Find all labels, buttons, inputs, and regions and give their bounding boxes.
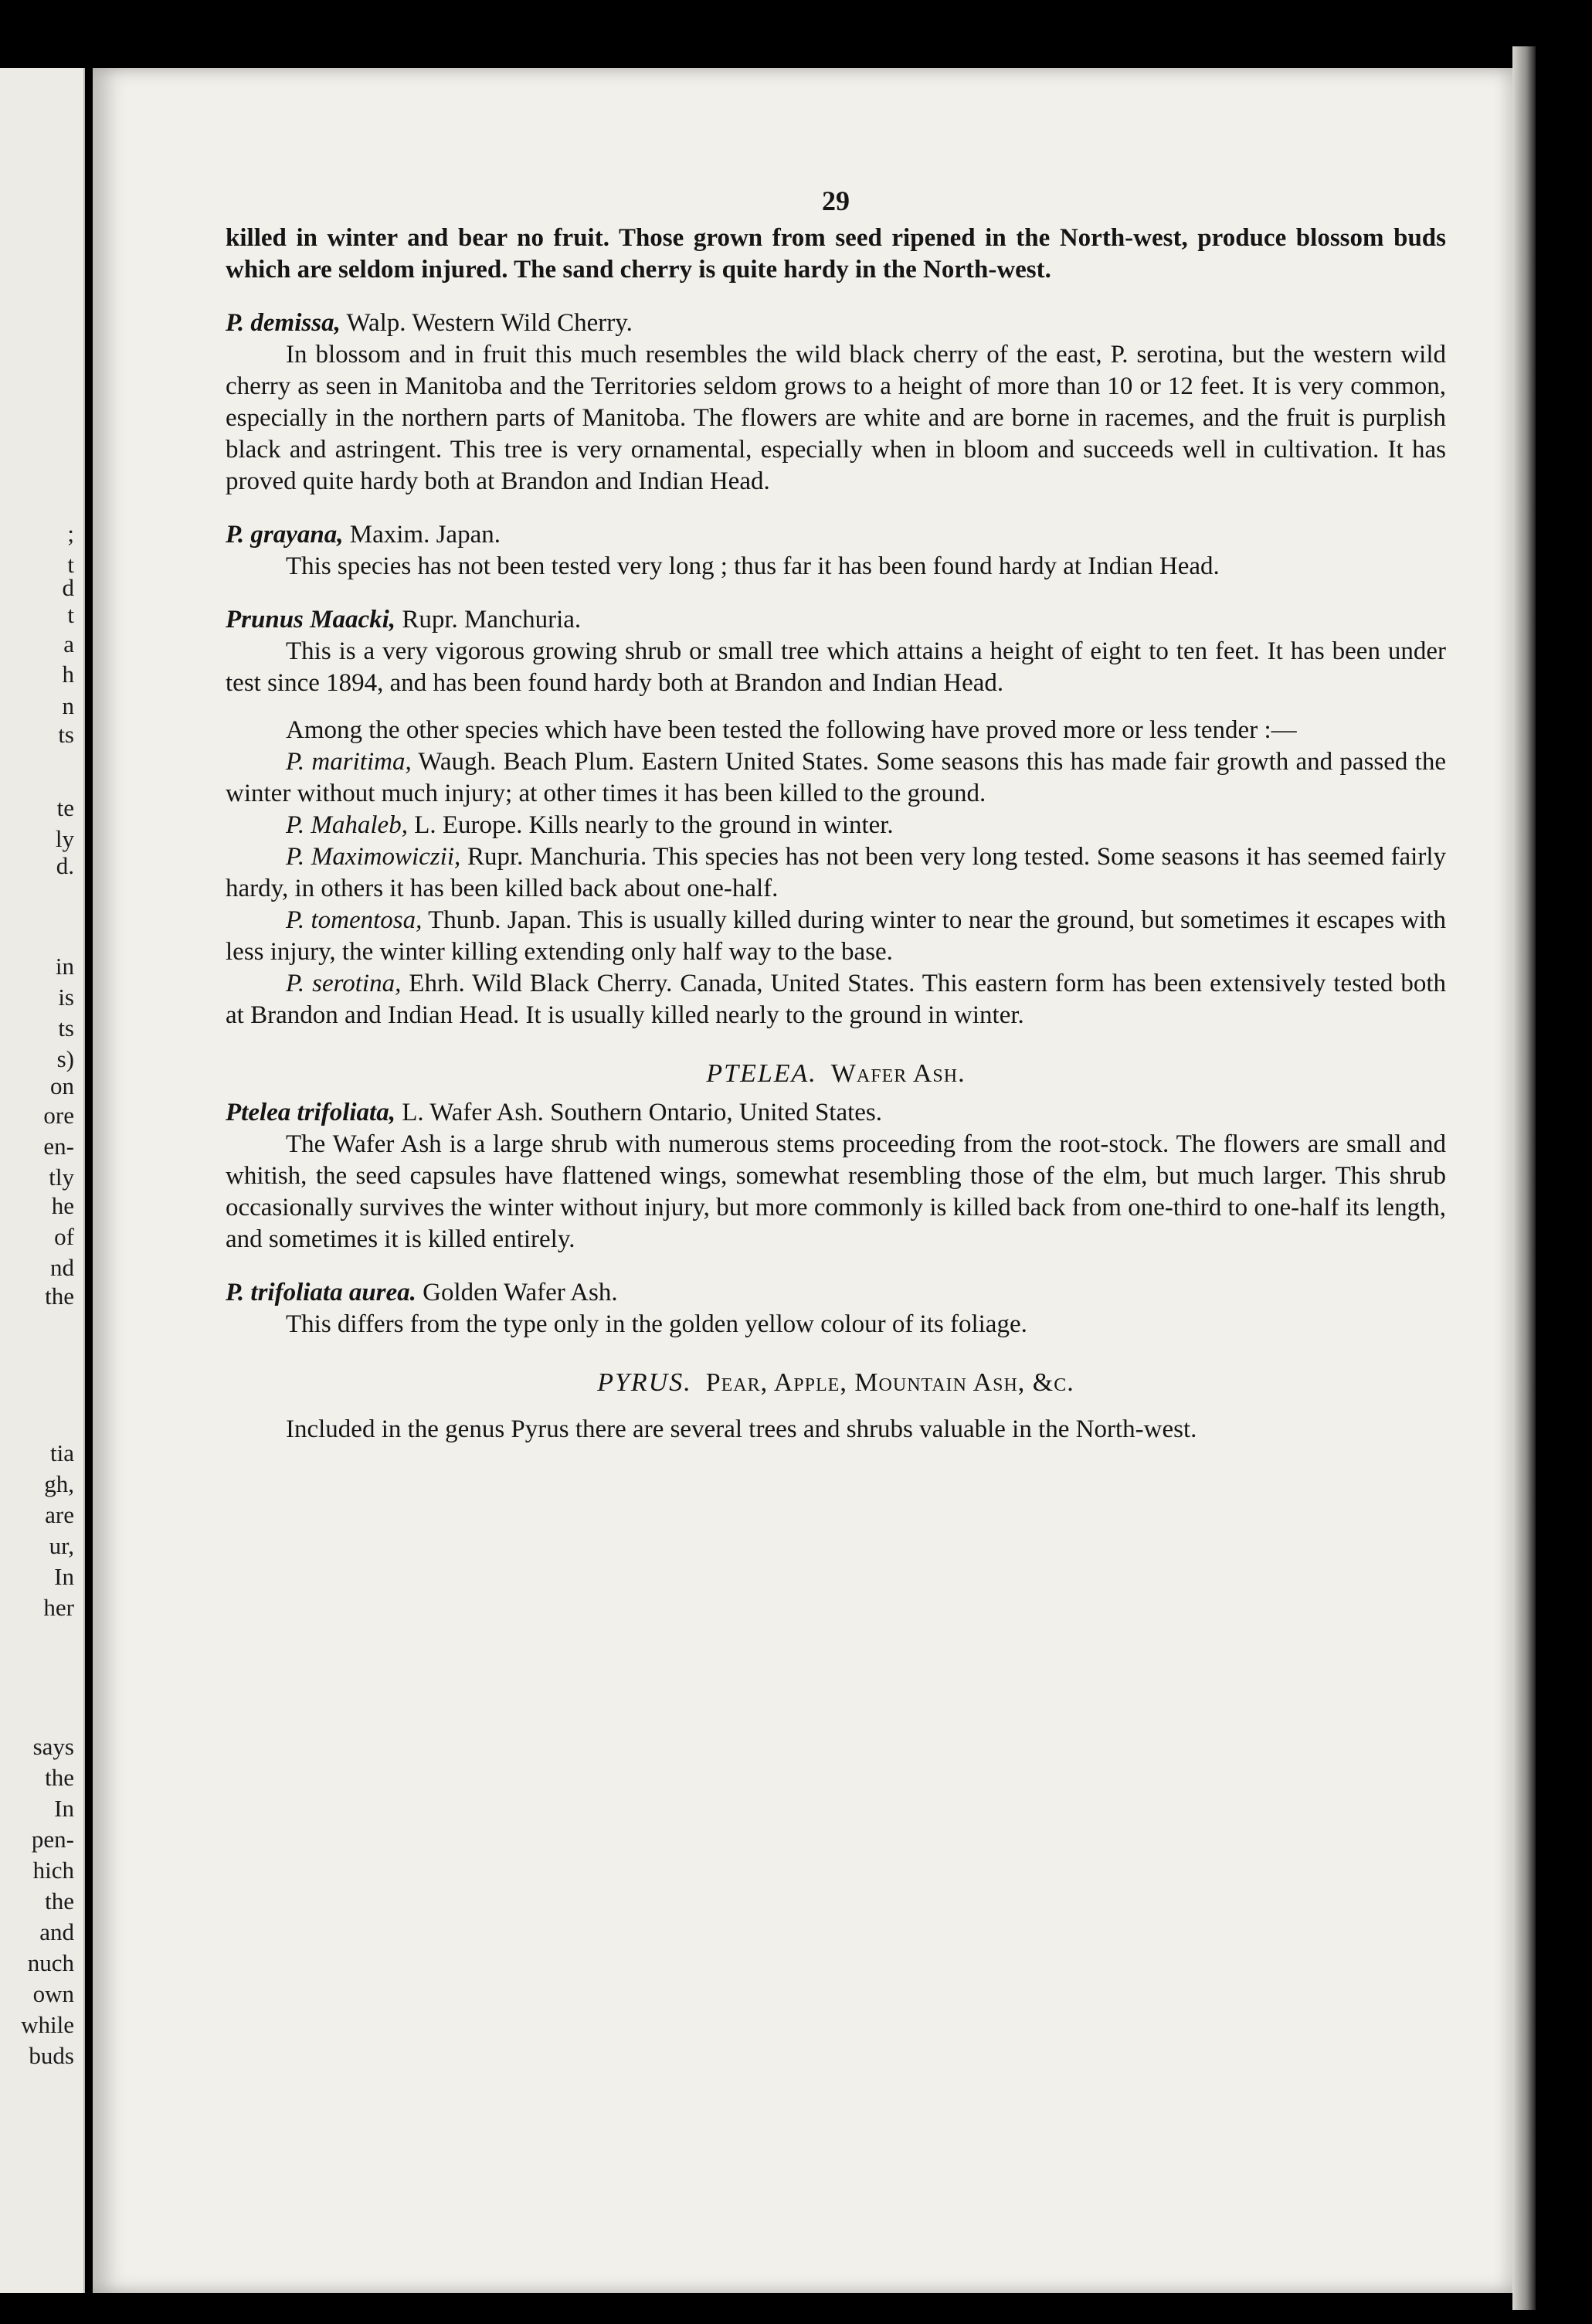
species-name: Ptelea trifoliata, bbox=[226, 1099, 395, 1126]
species-name: P. serotina, bbox=[286, 970, 402, 997]
fragment-line: n bbox=[62, 692, 74, 719]
species-entry bbox=[226, 519, 1446, 583]
species-name: P. grayana, bbox=[226, 521, 344, 549]
page-content bbox=[226, 185, 1447, 1446]
fragment-line: are bbox=[45, 1501, 74, 1528]
genus-name: PTELEA. bbox=[706, 1059, 817, 1088]
fragment-line: ts bbox=[58, 721, 74, 748]
previous-page-fragment bbox=[0, 68, 85, 2293]
species-authority: Walp. Western Wild Cherry. bbox=[340, 309, 633, 337]
fragment-line: own bbox=[32, 1980, 74, 2007]
species-description: Thunb. Japan. This is usually killed during winter to near the ground, but sometimes it escapes with less injury, the winter killing extending only half way to the base. bbox=[226, 906, 1447, 966]
page-number: 29 bbox=[822, 185, 850, 216]
tender-intro-paragraph: Among the other species which have been tested the following have proved more or less tender :— bbox=[286, 716, 1297, 744]
species-name: P. maritima, bbox=[286, 748, 412, 776]
fragment-line: d bbox=[62, 574, 74, 601]
pyrus-intro-paragraph: Included in the genus Pyrus there are several trees and shrubs valuable in the North-west. bbox=[286, 1415, 1197, 1443]
species-description: In blossom and in fruit this much resembles the wild black cherry of the east, P. serotina, but the western wild cherry as seen in Manitoba and the Territories seldom grows to a height of more than 10 or 12 feet. It is very common, especially in the northern parts of Manitoba. The flowers are white and are borne in racemes, and the fruit is purplish black and astringent. This tree is very ornamental, especially when in bloom and succeeds well in cultivation. It has proved quite hardy both at Brandon and Indian Head. bbox=[226, 341, 1446, 495]
fragment-line: In bbox=[54, 1795, 74, 1822]
fragment-line: hich bbox=[32, 1857, 74, 1884]
fragment-line: in bbox=[55, 953, 74, 980]
fragment-line: nd bbox=[50, 1254, 74, 1281]
tender-species-entry bbox=[226, 905, 1446, 968]
fragment-line: and bbox=[39, 1918, 74, 1945]
fragment-line: buds bbox=[29, 2042, 74, 2069]
page-edge-shadow bbox=[1512, 46, 1536, 2310]
fragment-line: the bbox=[45, 1283, 74, 1310]
species-description: This species has not been tested very long ; thus far it has been found hardy at Indian Head. bbox=[286, 552, 1220, 580]
tender-species-entry bbox=[226, 968, 1446, 1031]
tender-species-entry bbox=[226, 746, 1446, 810]
species-authority: L. Wafer Ash. Southern Ontario, United States. bbox=[395, 1099, 883, 1126]
fragment-line: a bbox=[63, 630, 74, 657]
fragment-line: ore bbox=[43, 1102, 74, 1129]
species-name: Prunus Maacki, bbox=[226, 606, 396, 634]
fragment-line: the bbox=[45, 1887, 74, 1915]
genus-common-name: Wafer Ash. bbox=[830, 1059, 966, 1088]
species-name: P. Maximowiczii, bbox=[286, 843, 461, 871]
fragment-line: nuch bbox=[27, 1949, 74, 1976]
fragment-line: ly bbox=[55, 825, 74, 852]
intro-paragraph: killed in winter and bear no fruit. Those grown from seed ripened in the North-west, produce blossom buds which are seldom injured. The sand cherry is quite hardy in the North-west. bbox=[226, 224, 1446, 284]
fragment-line: her bbox=[43, 1594, 74, 1621]
fragment-line: t bbox=[67, 601, 74, 628]
species-description: This differs from the type only in the golden yellow colour of its foliage. bbox=[286, 1310, 1027, 1338]
fragment-line: is bbox=[58, 984, 74, 1011]
species-entry bbox=[226, 1097, 1446, 1255]
species-description: The Wafer Ash is a large shrub with numerous stems proceeding from the root-stock. The flowers are small and whitish, the seed capsules have flattened wings, somewhat resembling those of the elm, but much larger. This shrub occasionally survives the winter without injury, but more commonly is killed back from one-third to one-half its length, and sometimes it is killed entirely. bbox=[226, 1130, 1446, 1253]
fragment-line: on bbox=[50, 1072, 74, 1099]
section-heading-ptelea bbox=[226, 1058, 1446, 1089]
tender-species-entry bbox=[226, 841, 1446, 905]
genus-common-name: Pear, Apple, Mountain Ash, &c. bbox=[705, 1368, 1074, 1397]
fragment-line: gh, bbox=[44, 1470, 74, 1497]
species-description: Rupr. Manchuria. This species has not been very long tested. Some seasons it has seemed fairly hardy, in others it has been killed back about one-half. bbox=[226, 843, 1447, 902]
fragment-line: en- bbox=[43, 1133, 74, 1160]
species-description: L. Europe. Kills nearly to the ground in winter. bbox=[407, 811, 894, 839]
species-name: P. tomentosa, bbox=[286, 906, 423, 934]
species-authority: Maxim. Japan. bbox=[343, 521, 501, 549]
fragment-line: In bbox=[54, 1563, 74, 1590]
fragment-line: d. bbox=[56, 852, 74, 879]
tender-species-entry bbox=[226, 810, 1446, 841]
species-entry bbox=[226, 1277, 1446, 1340]
genus-name: PYRUS. bbox=[597, 1368, 692, 1397]
species-entry bbox=[226, 307, 1446, 498]
species-name: P. demissa, bbox=[226, 309, 341, 337]
fragment-line: while bbox=[21, 2011, 74, 2038]
species-description: Waugh. Beach Plum. Eastern United States. Some seasons this has made fair growth and passed the winter without much injury; at other times it has been killed to the ground. bbox=[226, 748, 1446, 807]
section-heading-pyrus bbox=[226, 1367, 1446, 1398]
fragment-line: tia bbox=[50, 1439, 74, 1466]
fragment-line: ; bbox=[67, 520, 74, 547]
species-name: P. Mahaleb, bbox=[286, 811, 408, 839]
fragment-line: he bbox=[51, 1192, 74, 1219]
species-name: P. trifoliata aurea. bbox=[226, 1279, 416, 1306]
fragment-line: says bbox=[32, 1733, 74, 1760]
fragment-line: ts bbox=[58, 1014, 74, 1041]
fragment-line: pen- bbox=[31, 1826, 74, 1853]
species-description: This is a very vigorous growing shrub or small tree which attains a height of eight to ten feet. It has been under test since 1894, and has been found hardy both at Brandon and Indian Head. bbox=[226, 637, 1446, 697]
fragment-line: t bbox=[67, 551, 74, 578]
fragment-line: h bbox=[62, 661, 74, 688]
fragment-line: tly bbox=[49, 1164, 74, 1191]
fragment-line: ur, bbox=[49, 1532, 74, 1559]
species-entry bbox=[226, 604, 1446, 699]
document-page bbox=[93, 68, 1512, 2293]
fragment-line: te bbox=[56, 794, 74, 821]
fragment-line: of bbox=[54, 1223, 74, 1250]
fragment-line: s) bbox=[56, 1045, 74, 1072]
species-description: Ehrh. Wild Black Cherry. Canada, United States. This eastern form has been extensively tested both at Brandon and Indian Head. It is usually killed nearly to the ground in winter. bbox=[226, 970, 1446, 1029]
fragment-line: the bbox=[45, 1764, 74, 1791]
species-authority: Rupr. Manchuria. bbox=[395, 606, 582, 634]
species-authority: Golden Wafer Ash. bbox=[416, 1279, 618, 1306]
